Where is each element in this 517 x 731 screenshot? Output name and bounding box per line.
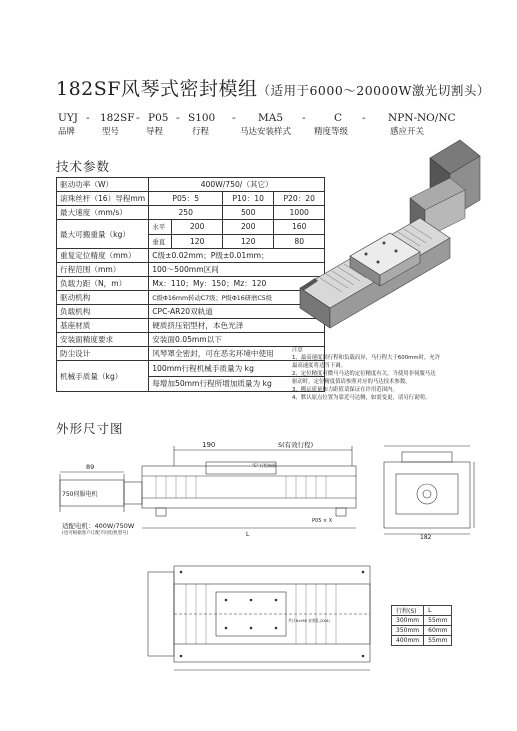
table-header: L [424, 606, 452, 616]
spec-label: 驱动功率（W） [57, 178, 149, 192]
table-cell: 60mm [424, 626, 452, 636]
table-row [392, 606, 452, 616]
label-model: 型号 [102, 127, 120, 137]
spec-value: 120 [172, 234, 223, 249]
code-sep: - [232, 112, 236, 124]
spec-label: 驱动机构 [57, 291, 149, 305]
spec-value: 200 [172, 220, 223, 235]
note-line: 最高速度将适当下调。 [292, 363, 346, 369]
motor-note: 适配电机：400W/750W [62, 522, 135, 530]
spec-value: 120 [223, 234, 274, 249]
spec-label: 安装面精度要求 [57, 333, 149, 347]
spec-label: 负载力距（N，m） [57, 277, 149, 291]
spec-label: 滚珠丝杆（16）导程mm [57, 192, 149, 206]
stroke-table [391, 605, 452, 646]
label-accuracy: 精度等级 [314, 127, 349, 137]
label-motor: 马达安装样式 [240, 127, 292, 137]
note-line: 3、搬运质量和力距值请保证在许用范围内。 [292, 387, 398, 393]
spec-label: 行程范围（mm） [57, 263, 149, 277]
spec-section-title: 技术参数 [56, 159, 111, 174]
top-view-drawing [56, 556, 386, 678]
notes-block [292, 346, 440, 402]
code-sep: - [362, 112, 366, 124]
spec-label: 基座材质 [57, 319, 149, 333]
spec-label: 防尘设计 [57, 347, 149, 361]
motor-label: 750伺服电机 [62, 491, 98, 498]
spec-value: 80 [274, 234, 325, 249]
table-cell: 300mm [392, 616, 424, 626]
spec-value: 400W/750/（其它） [149, 178, 325, 192]
pin-label: P05 × X [312, 518, 333, 524]
dim-182: 182 [420, 534, 432, 540]
spec-value: 250 [149, 206, 223, 220]
label-stroke: 行程 [192, 127, 210, 137]
table-header: 行程(S) [392, 606, 424, 616]
spec-label: 机械手质量（kg） [57, 361, 149, 392]
table-cell: 55mm [424, 636, 452, 646]
spec-value: P05：5 [149, 192, 223, 206]
table-cell: 350mm [392, 626, 424, 636]
end-view-drawing [374, 440, 482, 540]
title-main: 182SF风琴式密封模组 [56, 78, 258, 100]
spec-value: P20：20 [274, 192, 325, 206]
table-row [392, 616, 452, 626]
note-line: 4、默认原点位置为靠近马达侧，如需变更，请另行说明。 [292, 395, 431, 401]
spec-value: C级Φ16mm转动C7级；P级Φ16研磨C5级 [149, 291, 325, 305]
spec-label: 重复定位精度（mm） [57, 249, 149, 263]
page-title [56, 74, 490, 101]
dim-l: L [246, 531, 250, 538]
code-sep: - [176, 112, 180, 124]
spec-value: 每增加50mm行程所增加质量为 kg [149, 376, 325, 392]
table-cell: 400mm [392, 636, 424, 646]
spec-value: Mx：110；My：150；Mz：120 [149, 277, 325, 291]
code-sep: - [302, 112, 306, 124]
spec-value: 200 [223, 220, 274, 235]
table-row [392, 626, 452, 636]
table-cell: 55mm [424, 616, 452, 626]
label-brand: 品牌 [58, 127, 76, 137]
table-row [57, 361, 325, 377]
spec-value: 100～500mm区间 [149, 263, 325, 277]
motor-note-small: (也可根据客户订配不同电机型号) [62, 531, 129, 536]
code-stroke: S100 [188, 112, 216, 124]
code-switch: NPN-NO/NC [388, 112, 456, 124]
code-sep: - [86, 112, 90, 124]
spec-label: 最大可搬重量（kg） [57, 220, 149, 249]
note-line: 1、最高速度回行程和负载而异，马行程大于600mm时，允许 [292, 355, 441, 361]
spec-value: 安装面0.05mm以下 [149, 333, 325, 347]
spec-value: 硬质挤压铝型材，本色光泽 [149, 319, 325, 333]
spec-value: 1000 [274, 206, 325, 220]
code-brand: UYJ [58, 112, 78, 124]
label-switch: 感应开关 [390, 127, 425, 137]
code-accuracy: C [334, 112, 343, 124]
spec-value: P10：10 [223, 192, 274, 206]
table-row [392, 636, 452, 646]
note-line: 驱动时，定位精度值请参照对应的马达技术参数。 [292, 379, 411, 385]
spec-label: 负载机构 [57, 305, 149, 319]
drawing-section-title: 外形尺寸图 [56, 421, 124, 436]
spec-sublabel: 水平 [149, 220, 172, 235]
dim-190: 190 [202, 441, 216, 449]
notes-title: 注意 [292, 347, 303, 353]
spec-value: CPC-AR20双轨道 [149, 305, 325, 319]
code-motor: MA5 [258, 112, 284, 124]
spec-label: 最大速度（mm/s） [57, 206, 149, 220]
spec-sublabel: 垂直 [149, 234, 172, 249]
spec-value: 100mm行程机械手质量为 kg [149, 361, 325, 377]
module-product-image [280, 128, 490, 343]
title-sub: （适用于6000～20000W激光切割头） [257, 83, 490, 98]
label-lead: 导程 [146, 127, 164, 137]
hole-note: 共计6×M8 安装孔(2X4) [288, 618, 330, 623]
spec-value: C级±0.02mm；P级±0.01mm； [149, 249, 325, 263]
spec-value: 500 [223, 206, 274, 220]
spec-value: 风琴罩全密封，可在恶劣环境中使用 [149, 347, 325, 361]
small-label: "C" 行程端面 [252, 463, 276, 468]
spec-value: 160 [274, 220, 325, 235]
dim-stroke: S(有效行程) [278, 441, 314, 449]
note-line: 2、定位精度可微马马达的定位精度有关，当使用非伺服马达 [292, 371, 436, 377]
table-row [57, 347, 325, 361]
code-sep: - [136, 112, 140, 124]
code-model: 182SF [100, 112, 135, 124]
dim-89: 89 [86, 463, 95, 471]
code-lead: P05 [148, 112, 169, 124]
